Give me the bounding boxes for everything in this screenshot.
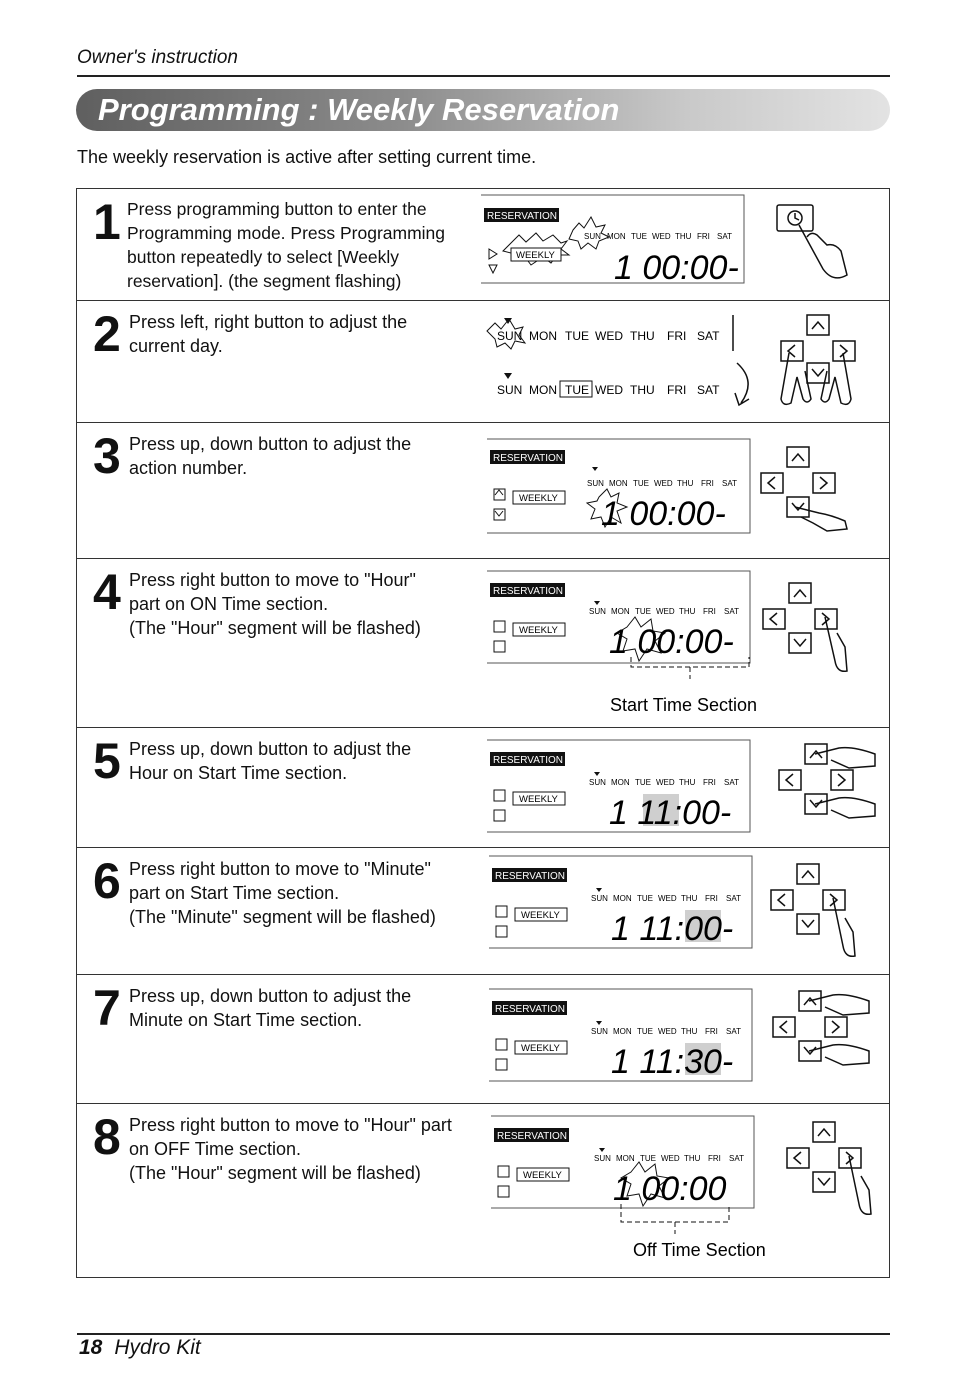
step-row (77, 727, 889, 847)
step-number: 8 (93, 1109, 121, 1165)
svg-text:MON: MON (609, 479, 628, 488)
step-text: Press programming button to enter the Programming mode. Press Programming button repeatedly to select [Weekly reservation]. (the segment flashing) (127, 199, 446, 291)
svg-text:TUE: TUE (631, 232, 647, 241)
step-text: Press up, down button to adjust the Hour on Start Time section. (129, 739, 412, 783)
svg-text:THU: THU (630, 383, 655, 397)
step-text: Press right button to move to "Minute" part on Start Time section. (The "Minute" segment will be flashed) (129, 859, 436, 927)
step-number: 7 (93, 980, 121, 1036)
svg-text:RESERVATION: RESERVATION (495, 871, 566, 882)
svg-text:RESERVATION: RESERVATION (495, 1004, 566, 1015)
step-text: Press up, down button to adjust the action number. (129, 434, 412, 478)
svg-text:THU: THU (684, 1154, 701, 1163)
step-row (77, 558, 889, 727)
svg-text:SAT: SAT (697, 329, 720, 343)
svg-text:WED: WED (656, 778, 675, 787)
svg-text:WED: WED (595, 383, 623, 397)
svg-text:WEEKLY: WEEKLY (519, 625, 558, 636)
time-readout: 1 00:00- (609, 623, 734, 661)
svg-text:SUN: SUN (591, 1027, 608, 1036)
step-number: 5 (93, 733, 121, 789)
lcd-display (487, 740, 750, 832)
step-row (77, 300, 889, 422)
hand-right-button-icon (787, 1122, 871, 1214)
hand-up-down-buttons-icon (773, 991, 869, 1065)
svg-text:THU: THU (675, 232, 692, 241)
svg-text:FRI: FRI (703, 607, 716, 616)
step-number: 4 (93, 564, 121, 620)
svg-text:MON: MON (607, 232, 626, 241)
step-number: 1 (93, 194, 121, 250)
step-figure (477, 301, 887, 423)
page-title: Programming : Weekly Reservation (98, 92, 620, 127)
step-figure (477, 423, 887, 559)
svg-text:WEEKLY: WEEKLY (523, 1170, 562, 1181)
svg-text:RESERVATION: RESERVATION (493, 586, 564, 597)
day-selector-after (497, 373, 720, 397)
svg-text:MON: MON (529, 383, 557, 397)
day-pointer-icon (596, 1021, 602, 1025)
day-pointer-icon (504, 373, 512, 379)
day-pointer-icon (592, 467, 598, 471)
step-figure (477, 848, 887, 975)
svg-text:TUE: TUE (565, 329, 589, 343)
time-readout: 1 00:00 (613, 1170, 727, 1208)
svg-text:WED: WED (654, 479, 673, 488)
svg-text:FRI: FRI (667, 329, 687, 343)
hand-left-right-buttons-icon (781, 315, 855, 404)
svg-text:MON: MON (529, 329, 557, 343)
svg-text:THU: THU (630, 329, 655, 343)
hand-program-button-icon (777, 205, 847, 278)
step-text: Press left, right button to adjust the current day. (129, 312, 408, 356)
lcd-display (487, 571, 750, 679)
svg-text:FRI: FRI (701, 479, 714, 488)
svg-text:FRI: FRI (705, 1027, 718, 1036)
svg-text:MON: MON (613, 1027, 632, 1036)
svg-text:WED: WED (661, 1154, 680, 1163)
svg-text:MON: MON (613, 894, 632, 903)
svg-text:THU: THU (681, 1027, 698, 1036)
svg-text:SUN: SUN (497, 329, 523, 343)
svg-text:MON: MON (611, 778, 630, 787)
svg-text:FRI: FRI (708, 1154, 721, 1163)
step-figure (477, 975, 887, 1104)
svg-text:MON: MON (611, 607, 630, 616)
svg-text:SAT: SAT (697, 383, 720, 397)
page-number: 18 (79, 1336, 103, 1359)
svg-text:WEEKLY: WEEKLY (521, 1043, 560, 1054)
svg-text:SUN: SUN (584, 232, 601, 241)
lcd-display (489, 989, 752, 1081)
time-readout: 1 11:00- (611, 910, 734, 948)
svg-text:RESERVATION: RESERVATION (493, 453, 564, 464)
svg-text:SUN: SUN (587, 479, 604, 488)
step-figure (477, 189, 887, 300)
lcd-display (481, 195, 744, 287)
svg-text:RESERVATION: RESERVATION (497, 1131, 568, 1142)
lcd-display (487, 439, 750, 533)
svg-text:WEEKLY: WEEKLY (516, 250, 555, 261)
svg-text:WEEKLY: WEEKLY (519, 493, 558, 504)
svg-text:SUN: SUN (594, 1154, 611, 1163)
section-caption: Start Time Section (610, 695, 758, 715)
step-number: 2 (93, 306, 121, 362)
svg-text:THU: THU (681, 894, 698, 903)
svg-text:THU: THU (679, 778, 696, 787)
svg-text:TUE: TUE (640, 1154, 656, 1163)
svg-text:SUN: SUN (591, 894, 608, 903)
step-row (77, 974, 889, 1103)
svg-text:WED: WED (595, 329, 623, 343)
svg-text:TUE: TUE (635, 778, 651, 787)
svg-text:TUE: TUE (637, 1027, 653, 1036)
step-text: Press right button to move to "Hour" part on ON Time section. (The "Hour" segment will be flashed) (129, 570, 421, 638)
svg-text:FRI: FRI (697, 232, 710, 241)
svg-text:TUE: TUE (565, 383, 589, 397)
svg-text:SAT: SAT (724, 607, 739, 616)
time-readout: 1 00:00- (601, 495, 726, 533)
svg-text:SUN: SUN (497, 383, 523, 397)
footer (79, 1336, 201, 1360)
svg-text:RESERVATION: RESERVATION (487, 211, 558, 222)
time-readout: 1 00:00- (614, 249, 739, 287)
svg-text:SUN: SUN (589, 607, 606, 616)
step-figure (477, 559, 887, 728)
lcd-display (491, 1116, 754, 1234)
step-text: Press up, down button to adjust the Minute on Start Time section. (129, 986, 412, 1030)
day-pointer-icon (599, 1148, 605, 1152)
svg-text:MON: MON (616, 1154, 635, 1163)
svg-text:SAT: SAT (724, 778, 739, 787)
title-banner (76, 89, 890, 131)
svg-text:TUE: TUE (637, 894, 653, 903)
lcd-display (489, 856, 752, 948)
svg-text:FRI: FRI (705, 894, 718, 903)
svg-text:TUE: TUE (633, 479, 649, 488)
step-figure (477, 728, 887, 848)
time-readout: 1 11:00- (609, 794, 732, 832)
svg-text:FRI: FRI (667, 383, 687, 397)
step-row (77, 847, 889, 974)
step-row (77, 422, 889, 558)
svg-text:FRI: FRI (703, 778, 716, 787)
hand-right-button-icon (771, 864, 855, 956)
curved-arrow-icon (733, 315, 749, 405)
step-row (77, 189, 889, 300)
svg-text:TUE: TUE (635, 607, 651, 616)
day-pointer-icon (596, 888, 602, 892)
svg-text:THU: THU (679, 607, 696, 616)
hand-up-down-buttons-icon (779, 744, 875, 818)
section-caption: Off Time Section (633, 1240, 766, 1260)
section-label: Owner's instruction (77, 47, 238, 68)
footer-rule (77, 1333, 890, 1335)
svg-text:SAT: SAT (717, 232, 732, 241)
svg-text:WED: WED (652, 232, 671, 241)
steps-table (76, 188, 890, 1278)
svg-text:THU: THU (677, 479, 694, 488)
svg-text:WED: WED (656, 607, 675, 616)
day-pointer-icon (594, 772, 600, 776)
product-name: Hydro Kit (114, 1336, 201, 1359)
svg-text:WEEKLY: WEEKLY (519, 794, 558, 805)
step-text: Press right button to move to "Hour" part on OFF Time section. (The "Hour" segment will be flashed) (129, 1115, 452, 1183)
svg-text:SAT: SAT (729, 1154, 744, 1163)
hand-up-down-buttons-icon (761, 447, 847, 531)
svg-text:SUN: SUN (589, 778, 606, 787)
intro-text: The weekly reservation is active after setting current time. (77, 147, 537, 167)
svg-text:RESERVATION: RESERVATION (493, 755, 564, 766)
header-rule (77, 75, 890, 77)
step-row (77, 1103, 889, 1277)
hand-right-button-icon (763, 583, 847, 671)
svg-text:SAT: SAT (722, 479, 737, 488)
day-pointer-icon (594, 601, 600, 605)
svg-text:WEEKLY: WEEKLY (521, 910, 560, 921)
svg-text:WED: WED (658, 894, 677, 903)
time-readout: 1 11:30- (611, 1043, 734, 1081)
step-figure (477, 1104, 887, 1278)
day-row (584, 232, 732, 241)
step-number: 6 (93, 853, 121, 909)
svg-text:WED: WED (658, 1027, 677, 1036)
step-number: 3 (93, 428, 121, 484)
svg-text:SAT: SAT (726, 1027, 741, 1036)
day-selector-before (487, 318, 720, 349)
svg-text:SAT: SAT (726, 894, 741, 903)
